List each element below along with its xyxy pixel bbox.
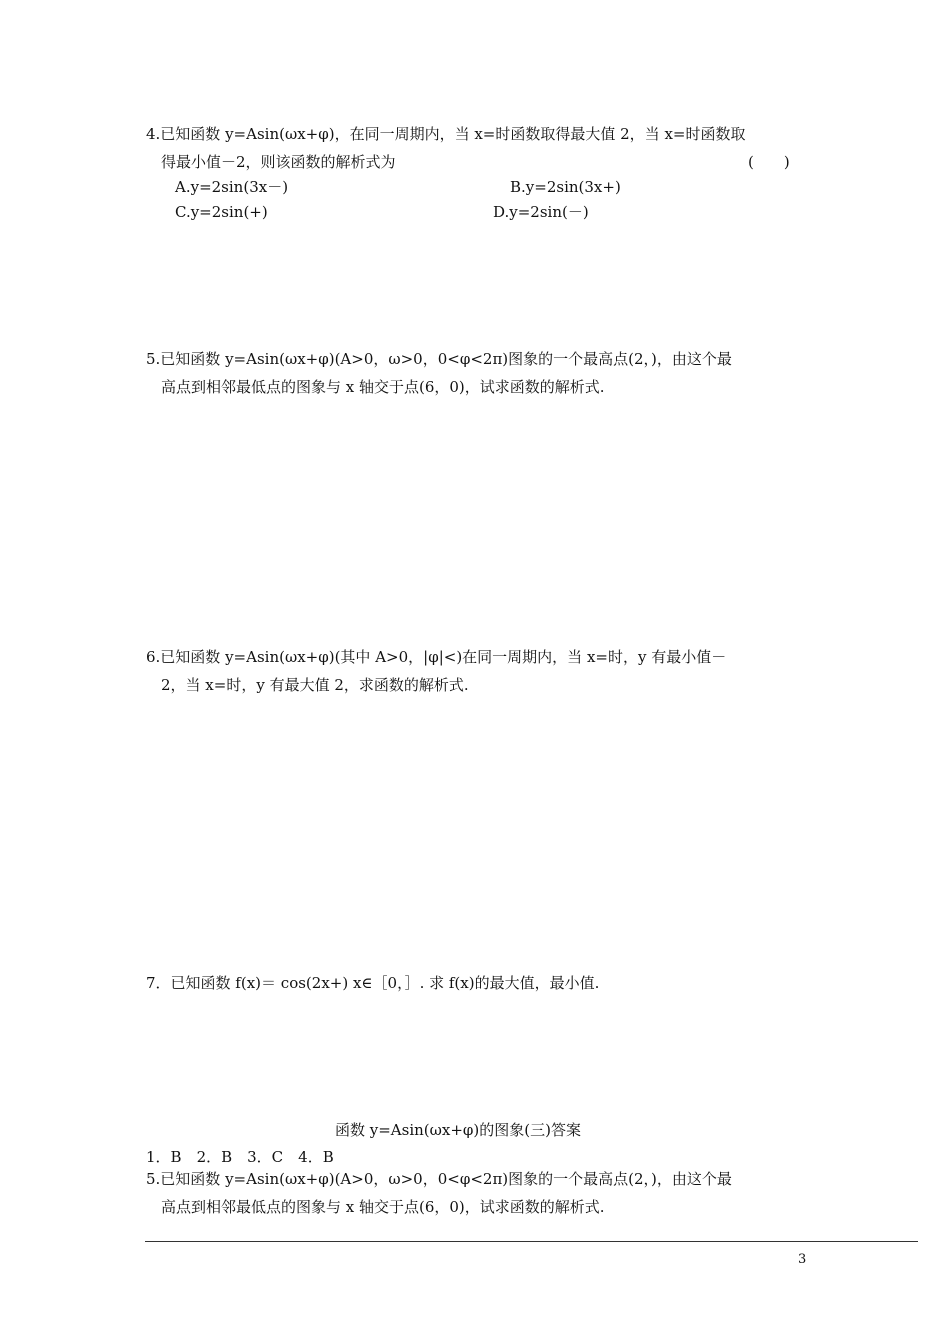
- q7-line1: 7．已知函数 f(x)＝ cos(2x+) x∈［0，］. 求 f(x)的最大值，最小值.: [146, 974, 600, 992]
- q4-option-d: D.y=2sin(－): [493, 203, 589, 221]
- answers-choices: 1．B 2．B 3．C 4．B: [146, 1148, 334, 1166]
- q4-option-b: B.y=2sin(3x+): [510, 178, 621, 196]
- q6-line2: 2，当 x=时，y 有最大值 2，求函数的解析式.: [161, 676, 469, 694]
- q5-line1: 5.已知函数 y=Asin(ωx+φ)(A>0，ω>0，0<φ<2π)图象的一个最高点(2，)，由这个最: [146, 350, 732, 368]
- answers-q5-line1: 5.已知函数 y=Asin(ωx+φ)(A>0，ω>0，0<φ<2π)图象的一个最高点(2，)，由这个最: [146, 1170, 732, 1188]
- q4-answer-paren: ( ): [748, 153, 790, 171]
- q6-line1: 6.已知函数 y=Asin(ωx+φ)(其中 A>0，|φ|<)在同一周期内，当 x=时，y 有最小值－: [146, 648, 727, 666]
- q4-line2: 得最小值－2，则该函数的解析式为: [161, 153, 396, 171]
- q4-line1: 4.已知函数 y=Asin(ωx+φ)，在同一周期内，当 x=时函数取得最大值 2，当 x=时函数取: [146, 125, 746, 143]
- page-number: 3: [798, 1252, 807, 1267]
- q5-line2: 高点到相邻最低点的图象与 x 轴交于点(6，0)，试求函数的解析式.: [161, 378, 605, 396]
- footer-rule: [145, 1241, 918, 1242]
- q4-option-c: C.y=2sin(+): [175, 203, 268, 221]
- answers-title: 函数 y=Asin(ωx+φ)的图象(三)答案: [335, 1121, 581, 1139]
- answers-q5-line2: 高点到相邻最低点的图象与 x 轴交于点(6，0)，试求函数的解析式.: [161, 1198, 605, 1216]
- q4-option-a: A.y=2sin(3x－): [175, 178, 289, 196]
